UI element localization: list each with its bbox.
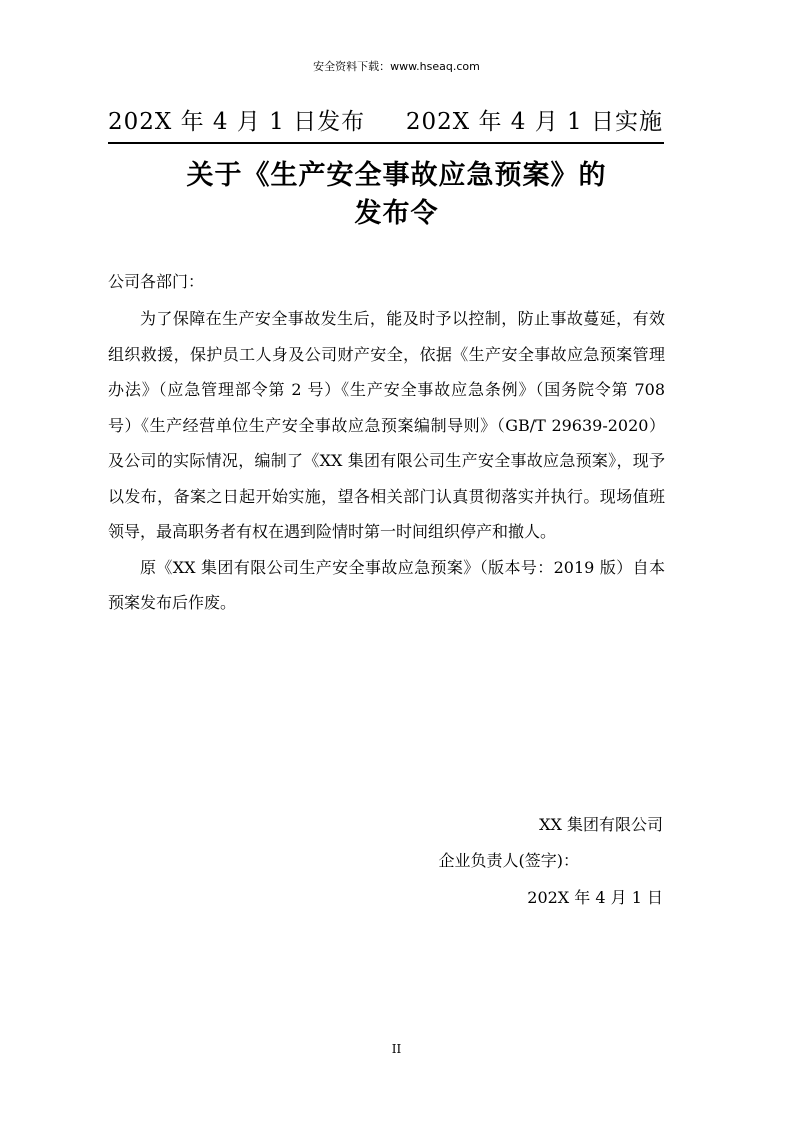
- title-line-1: 关于《生产安全事故应急预案》的: [186, 160, 607, 191]
- title-line-2: 发布令: [354, 198, 439, 229]
- body-text: [108, 301, 665, 621]
- document-title: [0, 157, 793, 233]
- download-note: 安全资料下载：www.hseaq.com: [313, 60, 480, 73]
- signoff-signer: 企业负责人(签字)：: [438, 851, 579, 870]
- paragraph-supersede: 原《XX 集团有限公司生产安全事故应急预案》（版本号：2019 版）自本预案发布后作废。: [108, 557, 665, 612]
- issue-date: 202X 年 4 月 1 日发布: [108, 109, 366, 135]
- header-rule: [108, 142, 664, 144]
- signoff-company: XX 集团有限公司: [539, 815, 663, 834]
- effective-date: 202X 年 4 月 1 日实施: [405, 109, 663, 135]
- paragraph-main: 为了保障在生产安全事故发生后，能及时予以控制，防止事故蔓延，有效组织救援，保护员工人身及公司财产安全，依据《生产安全事故应急预案管理办法》（应急管理部令第 2 号）《生产安全事故应急条例》（国务院令第 708 号）《生产经营单位生产安全事故应急预案编制导则》（GB/T 29639-2020）及公司的实际情况，编制了《XX 集团有限公司生产安全事故应急预案》，现予以发布，备案之日起开始实施，望各相关部门认真贯彻落实并执行。现场值班领导，最高职务者有权在遇到险情时第一时间组织停产和撤人。: [108, 309, 665, 541]
- date-row: [108, 106, 663, 138]
- page-number: II: [391, 1042, 402, 1056]
- salutation: 公司各部门：: [108, 272, 205, 291]
- signoff-date: 202X 年 4 月 1 日: [527, 888, 663, 907]
